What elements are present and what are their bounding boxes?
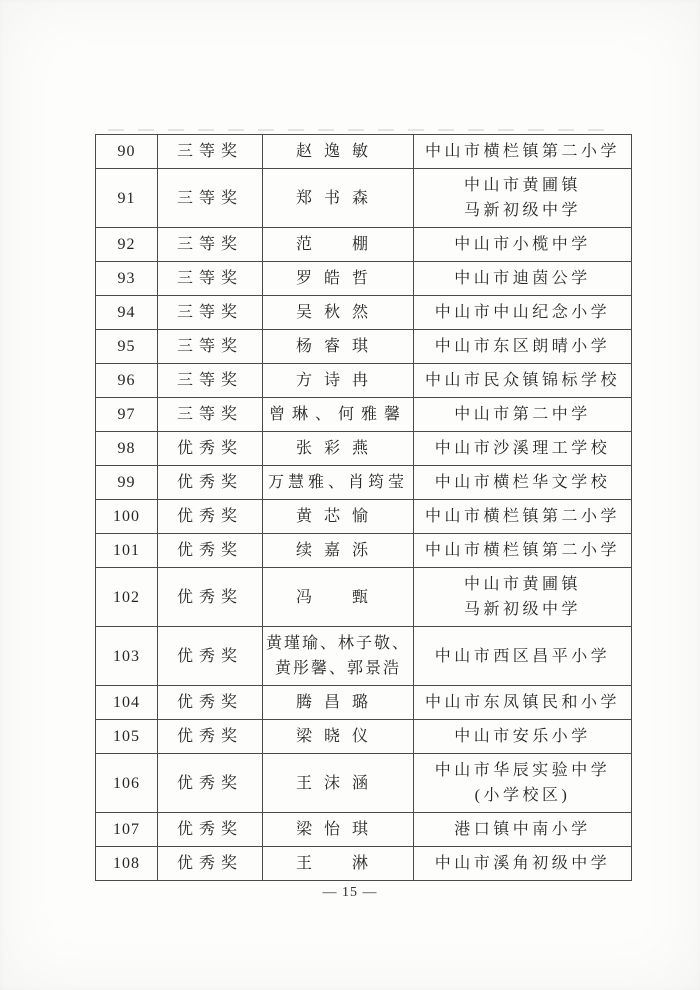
cell-winner-name bbox=[263, 813, 414, 847]
cell-school bbox=[414, 330, 632, 364]
table-row bbox=[96, 568, 632, 627]
cell-school-line: 港口镇中南小学 bbox=[454, 821, 591, 838]
cell-winner-name bbox=[263, 500, 414, 534]
cell-winner-name-line: 梁晓仪 bbox=[295, 728, 380, 745]
cell-award-level: 优秀奖 bbox=[158, 466, 263, 500]
cell-winner-name-line: 续嘉泺 bbox=[295, 542, 380, 559]
award-table-body bbox=[96, 135, 632, 881]
cell-winner-name-line: 王 淋 bbox=[295, 855, 380, 872]
cell-winner-name-line: 赵逸敏 bbox=[295, 143, 380, 160]
cell-number: 103 bbox=[96, 627, 158, 686]
cell-school bbox=[414, 686, 632, 720]
cell-number: 106 bbox=[96, 754, 158, 813]
cell-award-level: 三等奖 bbox=[158, 330, 263, 364]
cell-award-level: 优秀奖 bbox=[158, 720, 263, 754]
cell-school bbox=[414, 534, 632, 568]
cell-winner-name-line: 黄瑾瑜、林子敬、 bbox=[265, 635, 410, 652]
cell-award-level: 优秀奖 bbox=[158, 813, 263, 847]
cell-winner-name bbox=[263, 754, 414, 813]
table-row bbox=[96, 364, 632, 398]
cell-school-line: 中山市民众镇锦标学校 bbox=[424, 372, 620, 389]
cell-winner-name bbox=[263, 466, 414, 500]
cell-school-line: 中山市东区朗晴小学 bbox=[434, 338, 611, 355]
cell-winner-name bbox=[263, 568, 414, 627]
table-row bbox=[96, 432, 632, 466]
cell-winner-name-line: 方诗冉 bbox=[295, 372, 380, 389]
cell-number: 102 bbox=[96, 568, 158, 627]
table-row bbox=[96, 754, 632, 813]
cell-winner-name-line: 黄彤馨、郭景浩 bbox=[274, 660, 401, 677]
cell-winner-name-line: 杨睿琪 bbox=[295, 338, 380, 355]
table-row bbox=[96, 847, 632, 881]
cell-school-line: 中山市中山纪念小学 bbox=[434, 304, 611, 321]
cell-number: 93 bbox=[96, 262, 158, 296]
cell-school bbox=[414, 228, 632, 262]
cell-award-level: 三等奖 bbox=[158, 296, 263, 330]
cell-school-line: 中山市横栏镇第二小学 bbox=[424, 508, 620, 525]
cell-winner-name bbox=[263, 627, 414, 686]
cell-number: 92 bbox=[96, 228, 158, 262]
cell-winner-name-line: 郑书森 bbox=[295, 189, 380, 207]
cell-winner-name-line: 王沫涵 bbox=[295, 774, 380, 792]
cell-winner-name-line: 黄芯愉 bbox=[295, 508, 380, 525]
cell-school-line: 中山市东凤镇民和小学 bbox=[424, 694, 620, 711]
cell-award-level: 优秀奖 bbox=[158, 432, 263, 466]
cell-school-line: (小学校区) bbox=[474, 787, 571, 804]
cell-award-level: 三等奖 bbox=[158, 169, 263, 228]
table-row bbox=[96, 686, 632, 720]
cell-winner-name bbox=[263, 330, 414, 364]
cell-award-level: 优秀奖 bbox=[158, 754, 263, 813]
cell-award-level: 优秀奖 bbox=[158, 686, 263, 720]
cell-number: 94 bbox=[96, 296, 158, 330]
page-number: — 15 — bbox=[322, 885, 378, 900]
cell-winner-name-line: 曾琳、何雅馨 bbox=[268, 406, 407, 423]
cell-school bbox=[414, 813, 632, 847]
cell-number: 107 bbox=[96, 813, 158, 847]
cell-winner-name bbox=[263, 228, 414, 262]
cell-school bbox=[414, 398, 632, 432]
cell-number: 99 bbox=[96, 466, 158, 500]
cell-number: 97 bbox=[96, 398, 158, 432]
cell-award-level: 优秀奖 bbox=[158, 847, 263, 881]
award-table bbox=[95, 134, 632, 881]
cell-number: 96 bbox=[96, 364, 158, 398]
table-row bbox=[96, 720, 632, 754]
cell-number: 108 bbox=[96, 847, 158, 881]
cell-winner-name-line: 冯 甄 bbox=[295, 588, 380, 606]
cell-winner-name bbox=[263, 847, 414, 881]
cell-school-line: 中山市黄圃镇 bbox=[463, 177, 581, 194]
cell-school-line: 中山市横栏镇第二小学 bbox=[424, 143, 620, 160]
cell-school-line: 中山市横栏华文学校 bbox=[434, 474, 611, 491]
table-row bbox=[96, 135, 632, 169]
cell-winner-name bbox=[263, 262, 414, 296]
cell-number: 98 bbox=[96, 432, 158, 466]
cell-number: 105 bbox=[96, 720, 158, 754]
cell-award-level: 三等奖 bbox=[158, 228, 263, 262]
cell-school bbox=[414, 466, 632, 500]
cell-school-line: 中山市第二中学 bbox=[454, 406, 591, 423]
cell-winner-name bbox=[263, 398, 414, 432]
table-row bbox=[96, 330, 632, 364]
cell-award-level: 三等奖 bbox=[158, 262, 263, 296]
cell-number: 90 bbox=[96, 135, 158, 169]
cell-number: 101 bbox=[96, 534, 158, 568]
cell-award-level: 三等奖 bbox=[158, 135, 263, 169]
cell-school-line: 中山市沙溪理工学校 bbox=[434, 440, 611, 457]
cell-award-level: 优秀奖 bbox=[158, 568, 263, 627]
cell-winner-name bbox=[263, 720, 414, 754]
cell-award-level: 优秀奖 bbox=[158, 500, 263, 534]
cell-winner-name-line: 梁怡琪 bbox=[295, 821, 380, 838]
cell-winner-name bbox=[263, 686, 414, 720]
cell-winner-name-line: 吴秋然 bbox=[295, 304, 380, 321]
cell-winner-name-line: 万慧雅、肖筠莹 bbox=[267, 474, 408, 491]
cell-number: 95 bbox=[96, 330, 158, 364]
cell-school-line: 中山市安乐小学 bbox=[454, 728, 591, 745]
table-row bbox=[96, 627, 632, 686]
cell-school bbox=[414, 135, 632, 169]
cell-winner-name bbox=[263, 432, 414, 466]
cell-school-line: 中山市迪茵公学 bbox=[454, 270, 591, 287]
cell-school-line: 中山市小榄中学 bbox=[454, 236, 591, 253]
cell-winner-name bbox=[263, 534, 414, 568]
cell-award-level: 优秀奖 bbox=[158, 534, 263, 568]
table-row bbox=[96, 466, 632, 500]
cell-school bbox=[414, 847, 632, 881]
cell-school bbox=[414, 754, 632, 813]
cell-number: 100 bbox=[96, 500, 158, 534]
cell-school-line: 中山市黄圃镇 bbox=[463, 576, 581, 593]
cell-number: 104 bbox=[96, 686, 158, 720]
cell-winner-name bbox=[263, 296, 414, 330]
table-row bbox=[96, 534, 632, 568]
cell-winner-name-line: 罗皓哲 bbox=[295, 270, 380, 287]
scan-artifact-line bbox=[108, 129, 608, 131]
table-row bbox=[96, 398, 632, 432]
cell-winner-name-line: 张彩燕 bbox=[295, 440, 380, 457]
cell-school bbox=[414, 296, 632, 330]
cell-winner-name-line: 腾昌璐 bbox=[295, 694, 380, 711]
cell-school-line: 中山市溪角初级中学 bbox=[434, 855, 611, 872]
table-row bbox=[96, 500, 632, 534]
table-row bbox=[96, 262, 632, 296]
cell-school-line: 中山市横栏镇第二小学 bbox=[424, 542, 620, 559]
cell-school-line: 马新初级中学 bbox=[463, 601, 581, 618]
cell-school bbox=[414, 720, 632, 754]
cell-school-line: 中山市西区昌平小学 bbox=[434, 647, 611, 665]
cell-school bbox=[414, 432, 632, 466]
cell-award-level: 优秀奖 bbox=[158, 627, 263, 686]
cell-school-line: 中山市华辰实验中学 bbox=[434, 762, 611, 779]
cell-school bbox=[414, 627, 632, 686]
cell-school bbox=[414, 500, 632, 534]
table-row bbox=[96, 296, 632, 330]
table-row bbox=[96, 169, 632, 228]
cell-school bbox=[414, 169, 632, 228]
table-row bbox=[96, 813, 632, 847]
cell-award-level: 三等奖 bbox=[158, 398, 263, 432]
cell-school bbox=[414, 262, 632, 296]
cell-number: 91 bbox=[96, 169, 158, 228]
cell-winner-name-line: 范 棚 bbox=[295, 236, 380, 253]
cell-winner-name bbox=[263, 364, 414, 398]
cell-winner-name bbox=[263, 169, 414, 228]
cell-award-level: 三等奖 bbox=[158, 364, 263, 398]
cell-school bbox=[414, 364, 632, 398]
cell-school bbox=[414, 568, 632, 627]
cell-school-line: 马新初级中学 bbox=[463, 202, 581, 219]
table-row bbox=[96, 228, 632, 262]
cell-winner-name bbox=[263, 135, 414, 169]
